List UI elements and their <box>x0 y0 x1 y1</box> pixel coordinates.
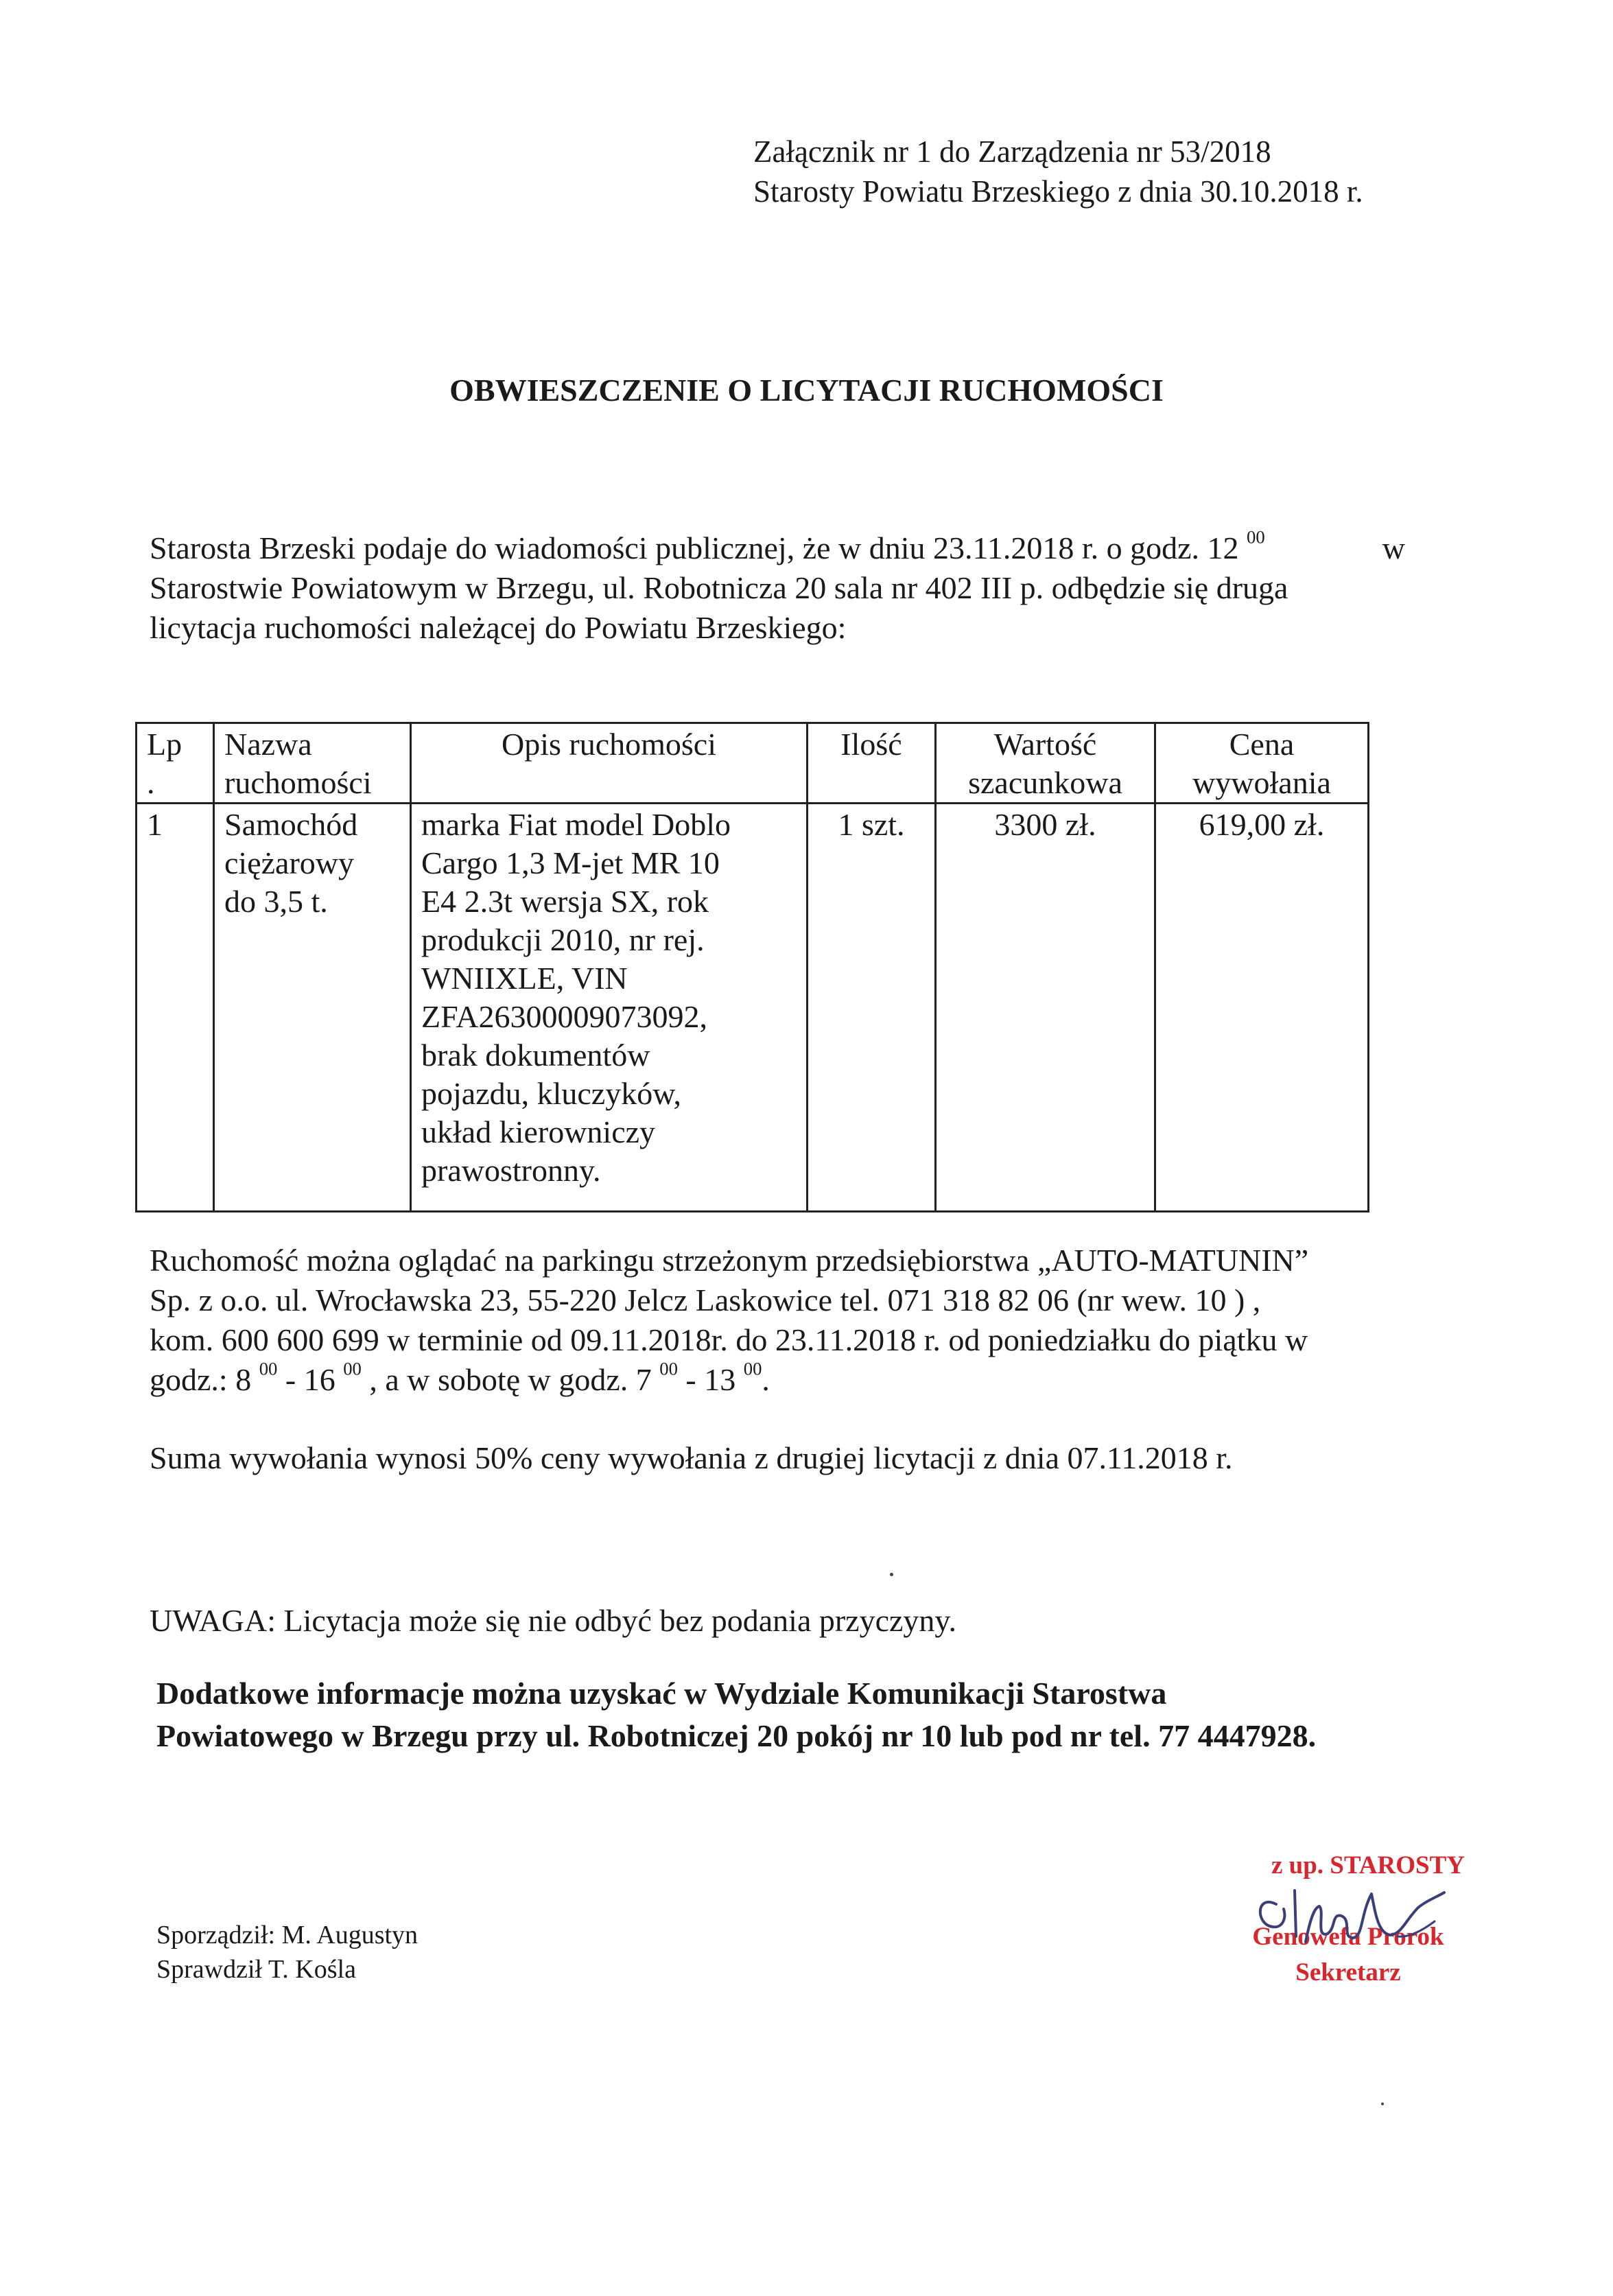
description-line: marka Fiat model Doblo <box>421 807 731 842</box>
header-name: Nazwa ruchomości <box>214 723 411 804</box>
handwritten-signature <box>1238 1853 1472 1969</box>
header-lp: Lp . <box>137 723 214 804</box>
description-line: WNIIXLE, VIN <box>421 961 628 996</box>
hours-period: . <box>762 1362 770 1397</box>
viewing-line-2: Sp. z o.o. ul. Wrocławska 23, 55-220 Jelcz Laskowice tel. 071 318 82 06 (nr wew. 10 ) , <box>150 1282 1261 1317</box>
viewing-line-3: kom. 600 600 699 w terminie od 09.11.2018r. do 23.11.2018 r. od poniedziałku do piątku w <box>150 1322 1308 1357</box>
stamp-line-2: Genowefa Prorok <box>1252 1923 1444 1951</box>
intro-line-3: licytacja ruchomości należącej do Powiatu Brzeskiego: <box>150 610 847 645</box>
hours-sup: 00 <box>743 1358 762 1379</box>
intro-line-1-text <box>150 528 1265 568</box>
extra-info <box>156 1672 1316 1757</box>
hours-saturday-start: , a w sobotę w godz. 7 <box>361 1362 652 1397</box>
intro-line-2: Starostwie Powiatowym w Brzegu, ul. Robotnicza 20 sala nr 402 III p. odbędzie się druga <box>150 570 1288 605</box>
prepared-by: Sporządził: M. Augustyn <box>156 1921 419 1949</box>
header-starting-price: Cena wywołania <box>1155 723 1369 804</box>
description-line: ZFA26300009073092, <box>421 999 707 1034</box>
hours-saturday-end: - 13 <box>677 1362 736 1397</box>
hours-sup: 00 <box>259 1358 278 1379</box>
extra-info-line-1: Dodatkowe informacje można uzyskać w Wydziale Komunikacji Starostwa <box>156 1676 1167 1711</box>
header-description: Opis ruchomości <box>411 723 808 804</box>
description-line: brak dokumentów <box>421 1038 650 1073</box>
intro-line-1-end: w <box>1382 530 1405 565</box>
description-line: Cargo 1,3 M-jet MR 10 <box>421 845 720 880</box>
annex-line-1: Załącznik nr 1 do Zarządzenia nr 53/2018 <box>753 134 1271 169</box>
hours-sup: 00 <box>343 1358 362 1379</box>
header-quantity: Ilość <box>808 723 936 804</box>
intro-hour-sup: 00 <box>1247 526 1265 548</box>
description-line: produkcji 2010, nr rej. <box>421 922 705 957</box>
intro-paragraph <box>150 528 1405 648</box>
viewing-line-4 <box>150 1360 1308 1400</box>
hours-sup: 00 <box>659 1358 678 1379</box>
cell-lp: 1 <box>137 804 214 1212</box>
auction-table <box>135 722 1369 1213</box>
description-line: pojazdu, kluczyków, <box>421 1076 681 1111</box>
scan-speck <box>890 1573 893 1576</box>
description-line: E4 2.3t wersja SX, rok <box>421 884 709 919</box>
intro-line-1-main: Starosta Brzeski podaje do wiadomości publicznej, że w dniu 23.11.2018 r. o godz. 12 <box>150 530 1239 565</box>
viewing-paragraph <box>150 1241 1308 1400</box>
viewing-line-1: Ruchomość można oglądać na parkingu strzeżonym przedsiębiorstwa „AUTO-MATUNIN” <box>150 1243 1309 1278</box>
cell-quantity: 1 szt. <box>808 804 936 1212</box>
cell-name: Samochód ciężarowy do 3,5 t. <box>214 804 411 1212</box>
cell-description <box>411 804 808 1212</box>
document-title: OBWIESZCZENIE O LICYTACJI RUCHOMOŚCI <box>449 373 1164 408</box>
warning-note: UWAGA: Licytacja może się nie odbyć bez podania przyczyny. <box>150 1603 956 1638</box>
description-line: układ kierowniczy <box>421 1114 656 1149</box>
cell-starting-price: 619,00 zł. <box>1155 804 1369 1212</box>
stamp-line-3: Sekretarz <box>1295 1958 1401 1987</box>
description-line: prawostronny. <box>421 1153 601 1188</box>
table-row <box>137 804 1369 1212</box>
cell-estimated-value: 3300 zł. <box>936 804 1155 1212</box>
sum-note: Suma wywołania wynosi 50% ceny wywołania z drugiej licytacji z dnia 07.11.2018 r. <box>150 1440 1233 1475</box>
scan-speck <box>1381 2102 1384 2105</box>
annex-header <box>753 132 1363 211</box>
extra-info-line-2: Powiatowego w Brzegu przy ul. Robotniczej 20 pokój nr 10 lub pod nr tel. 77 4447928. <box>156 1718 1317 1753</box>
intro-line-1 <box>150 528 1405 568</box>
hours-weekday-end: - 16 <box>277 1362 335 1397</box>
table-header-row <box>137 723 1369 804</box>
header-estimated-value: Wartość szacunkowa <box>936 723 1155 804</box>
checked-by: Sprawdził T. Kośla <box>156 1955 356 1984</box>
prepared-block <box>156 1918 418 1987</box>
hours-weekday-start: godz.: 8 <box>150 1362 252 1397</box>
stamp-line-1: z up. STAROSTY <box>1271 1851 1465 1879</box>
annex-line-2: Starosty Powiatu Brzeskiego z dnia 30.10.2018 r. <box>753 174 1363 209</box>
